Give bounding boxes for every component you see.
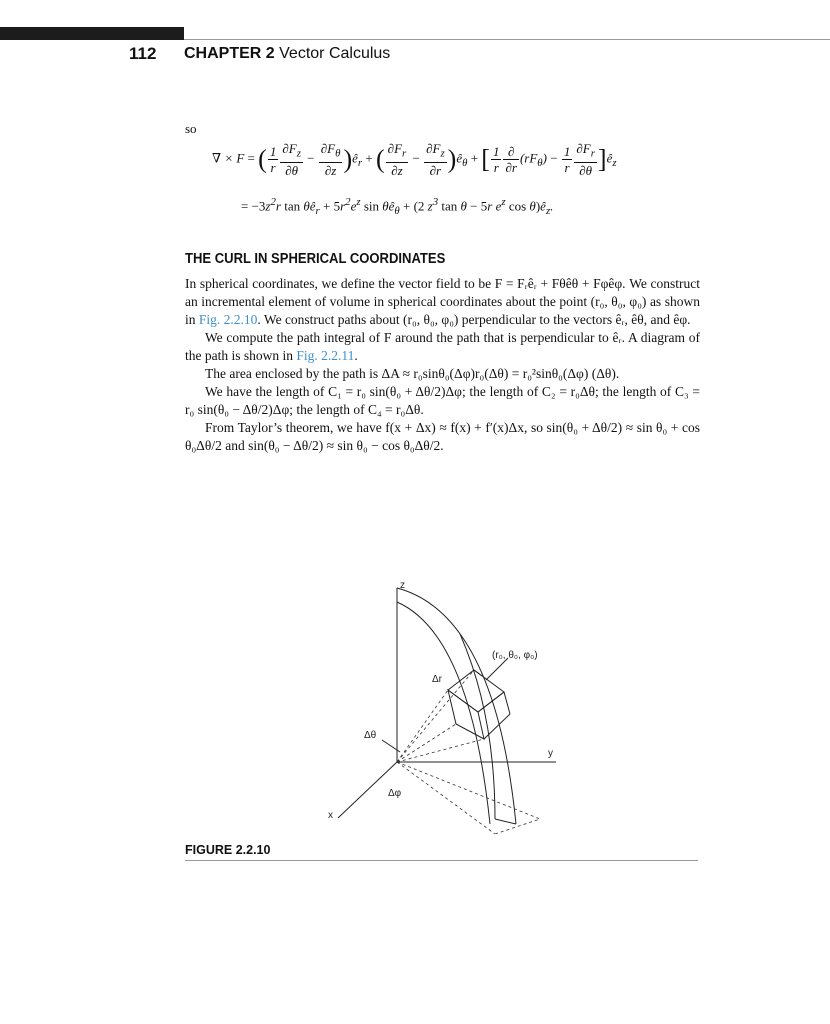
- header-rule: [184, 39, 830, 40]
- caption-rule: [185, 860, 698, 861]
- header-bar: [0, 27, 184, 40]
- section-heading: THE CURL IN SPHERICAL COORDINATES: [185, 251, 446, 267]
- meridian-arc: [460, 634, 495, 819]
- figure-link-2-2-11[interactable]: Fig. 2.2.11: [296, 348, 355, 363]
- paragraph-3: The area enclosed by the path is ΔA ≈ r₀sinθ₀(Δφ)r₀(Δθ) = r₀²sinθ₀(Δφ) (Δθ).: [205, 366, 620, 381]
- body-text: [185, 275, 700, 455]
- figure-caption: FIGURE 2.2.10: [185, 843, 271, 857]
- inner-arc: [397, 602, 490, 824]
- paragraph-2: We compute the path integral of F around the path that is perpendicular to êᵣ. A diagram of the path is shown in Fig. 2.2.11.: [185, 330, 700, 363]
- intro-word: so: [185, 121, 197, 136]
- label-delta-r: Δr: [432, 674, 443, 685]
- label-x: x: [328, 810, 333, 821]
- figure-link-2-2-10[interactable]: Fig. 2.2.10: [198, 312, 258, 327]
- point-leader: [486, 658, 508, 680]
- label-delta-theta: Δθ: [364, 730, 377, 741]
- paragraph-4: We have the length of C₁ = r₀ sin(θ₀ + Δθ/2)Δφ; the length of C₂ = r₀Δθ; the length of C₃ = r₀ sin(θ₀ − Δθ/2)Δφ; the length of C₄ = r₀Δθ.: [185, 384, 700, 417]
- paragraph-5: From Taylor’s theorem, we have f(x + Δx) ≈ f(x) + f′(x)Δx, so sin(θ₀ + Δθ/2) ≈ sin θ₀ + cos θ₀Δθ/2 and sin(θ₀ − Δθ/2) ≈ sin θ₀ − cos θ₀Δθ/2.: [185, 420, 700, 453]
- outer-arc: [397, 588, 516, 824]
- label-z: z: [400, 580, 405, 591]
- curl-equation-line1: ∇ × F = ( $\frac{1}{r}$ $\frac{\partial F_z}{\partial\theta}$ − $\frac{\partial F_\theta}{\partial z}$ )$ê_r$ + ( $\frac{\partial F_r}{\partial z}$ − $\frac{\partial F_z}{\partial r}$ )$ê_\theta$ + [ $\frac{1}{r}$ $\frac{\partial}{\partial r}$ $(rF_\theta)$ − $\frac{1}{r}$ $\frac{\partial F_r}{\partial\theta}$ ]$ê_z$: [212, 141, 617, 178]
- chapter-title: CHAPTER 2 Vector Calculus: [184, 45, 391, 62]
- label-point: (r₀, θ₀, φ₀): [492, 650, 538, 661]
- curl-equation-line2: = $-3z^2r$ $\tan \theta ê_r + 5r^2e^z$ $\sin \theta ê_\theta + (2$ $z^3$ tan θ − 5r $e^z$ $\cos \theta)ê_z$.: [241, 196, 554, 217]
- spherical-volume-element-figure: [320, 574, 580, 834]
- label-y: y: [548, 748, 553, 759]
- paragraph-1: In spherical coordinates, we define the vector field to be F = Fᵣêᵣ + Fθêθ + Fφêφ. We construct an incremental element of volume in spherical coordinates about the point (r₀, θ₀, φ₀) as shown in Fig. 2.2.10. We construct paths about (r₀, θ₀, φ₀) perpendicular to the vectors êᵣ, êθ, and êφ.: [185, 276, 700, 327]
- label-delta-phi: Δφ: [388, 788, 402, 799]
- page-number: 112: [129, 44, 157, 63]
